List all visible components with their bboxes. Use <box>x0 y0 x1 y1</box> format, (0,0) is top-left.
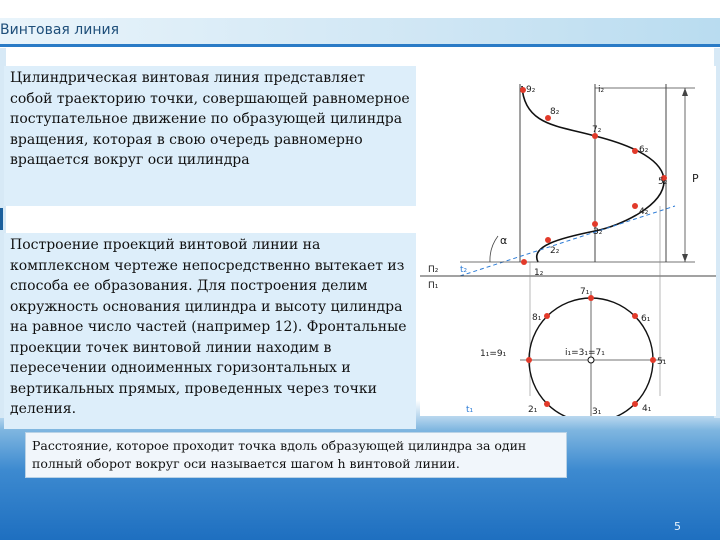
point-6-front <box>632 148 638 154</box>
label-1-front: 1₂ <box>534 268 544 278</box>
label-7-front: 7₂ <box>592 125 602 135</box>
label-4-front: 4₂ <box>639 207 649 217</box>
label-2-plan: 2₁ <box>528 405 538 415</box>
angle-arc <box>490 236 498 262</box>
tangent-front-label: t₂ <box>460 265 468 275</box>
pitch-arrow-bottom <box>682 254 688 262</box>
label-7-plan: 7₁ <box>580 287 590 297</box>
point-8-plan <box>544 313 550 319</box>
title-underline <box>0 44 720 47</box>
helix-drawing <box>420 66 716 416</box>
label-3-front: 3₂ <box>593 227 603 237</box>
slide-title: Винтовая линия <box>0 22 119 38</box>
tangent-plan-label: t₁ <box>466 405 474 415</box>
point-4-front <box>632 203 638 209</box>
label-1-plan: 1₁=9₁ <box>480 349 507 359</box>
helix-diagram <box>420 66 716 416</box>
pitch-note: Расстояние, которое проходит точка вдоль образующей цилиндра за один полный оборот вокруг оси называется шагом h винтовой линии. <box>25 432 567 478</box>
front-axis-label: i₂ <box>598 85 605 95</box>
label-9-front: 9₂ <box>526 85 536 95</box>
pitch-arrow-top <box>682 88 688 96</box>
angle-label: α <box>500 234 508 247</box>
point-1-front <box>521 259 527 265</box>
label-3-plan: 3₁ <box>592 407 602 416</box>
plane-2-label: П₂ <box>428 265 439 275</box>
label-6-plan: 6₁ <box>641 314 651 324</box>
label-2-front: 2₂ <box>550 246 560 256</box>
point-5-plan <box>650 357 656 363</box>
point-1-plan <box>526 357 532 363</box>
point-4-plan <box>632 401 638 407</box>
construction-text: Построение проекций винтовой линии на комплексном чертеже непосредственно вытекает из способа ее образования. Для построения делим окружность основания цилиндра и высоту цилиндра на равное число частей (например 12). Фронтальные проекции точек винтовой линии находим в пересечении одноименных горизонтальных и вертикальных прямых, проведенных через точки деления. <box>4 233 416 429</box>
plane-1-label: П₁ <box>428 281 439 291</box>
label-8-plan: 8₁ <box>532 313 542 323</box>
label-5-front: 5₂ <box>658 177 668 187</box>
point-2-plan <box>544 401 550 407</box>
label-5-plan: 5₁ <box>657 357 667 367</box>
plan-axis-label: i₁ <box>573 386 580 396</box>
label-4-plan: 4₁ <box>642 404 652 414</box>
left-marker <box>0 208 3 230</box>
label-8-front: 8₂ <box>550 107 560 117</box>
page-number: 5 <box>674 520 681 533</box>
label-center-plan: i₁=3₁=7₁ <box>565 348 605 358</box>
definition-text: Цилиндрическая винтовая линия представляет собой траекторию точки, совершающей равномерное поступательное движение по образующей цилиндра вращения, которая в свою очередь равномерно вращается вокруг оси цилиндра <box>4 66 416 206</box>
point-2-front <box>545 237 551 243</box>
label-6-front: 6₂ <box>639 145 649 155</box>
pitch-label: P <box>692 172 699 185</box>
point-6-plan <box>632 313 638 319</box>
